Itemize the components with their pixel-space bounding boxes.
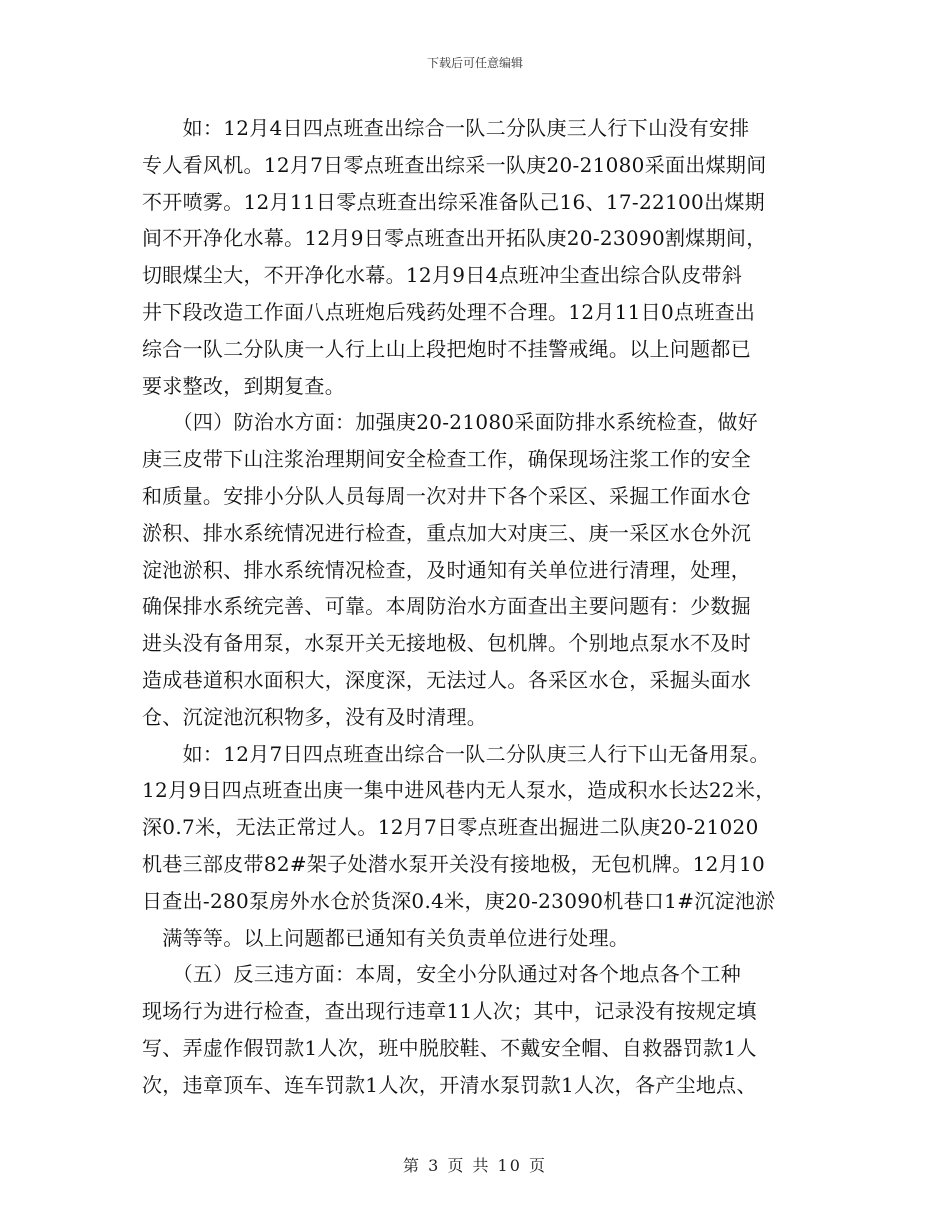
body-line: 深0.7米，无法正常过人。12月7日零点班查出掘进二队庚20-21020 bbox=[142, 815, 759, 840]
body-line: （五）反三违方面：本周，安全小分队通过对各个地点各个工种 bbox=[142, 962, 741, 987]
body-line: 井下段改造工作面八点班炮后残药处理不合理。12月11日0点班查出 bbox=[142, 299, 756, 324]
body-line: 如：12月7日四点班查出综合一队二分队庚三人行下山无备用泵。 bbox=[142, 741, 770, 766]
body-line: 切眼煤尘大，不开净化水幕。12月9日4点班冲尘查出综合队皮带斜 bbox=[142, 263, 743, 288]
body-line: （四）防治水方面：加强庚20-21080采面防排水系统检查，做好 bbox=[142, 410, 759, 435]
body-line: 仓、沉淀池沉积物多，没有及时清理。 bbox=[142, 704, 488, 729]
body-line: 要求整改，到期复查。 bbox=[142, 373, 345, 398]
body-line: 淀池淤积、排水系统情况检查，及时通知有关单位进行清理，处理， bbox=[142, 557, 751, 582]
page-number-footer: 第 3 页 共 10 页 bbox=[403, 1156, 547, 1175]
body-line: 和质量。安排小分队人员每周一次对井下各个采区、采掘工作面水仓 bbox=[142, 483, 751, 508]
body-line: 专人看风机。12月7日零点班查出综采一队庚20-21080采面出煤期间 bbox=[142, 152, 767, 177]
body-line: 淤积、排水系统情况进行检查，重点加大对庚三、庚一采区水仓外沉 bbox=[142, 520, 751, 545]
document-body bbox=[142, 110, 812, 1104]
body-line: 如：12月4日四点班查出综合一队二分队庚三人行下山没有安排 bbox=[142, 116, 750, 140]
body-line: 庚三皮带下山注浆治理期间安全检查工作，确保现场注浆工作的安全 bbox=[142, 447, 751, 472]
body-line: 写、弄虚作假罚款1人次，班中脱胶鞋、不戴安全帽、自救器罚款1人 bbox=[142, 1035, 757, 1060]
body-line: 满等等。以上问题都已通知有关负责单位进行处理。 bbox=[142, 925, 630, 950]
body-line: 机巷三部皮带82#架子处潜水泵开关没有接地极，无包机牌。12月10 bbox=[142, 851, 766, 876]
body-line: 现场行为进行检查，查出现行违章11人次；其中，记录没有按规定填 bbox=[142, 999, 757, 1024]
body-line: 进头没有备用泵，水泵开关无接地极、包机牌。个别地点泵水不及时 bbox=[142, 631, 751, 656]
body-line: 不开喷雾。12月11日零点班查出综采准备队己16、17-22100出煤期 bbox=[142, 189, 765, 214]
page-header: 下载后可任意编辑 bbox=[426, 56, 523, 70]
body-line: 确保排水系统完善、可靠。本周防治水方面查出主要问题有：少数掘 bbox=[142, 594, 751, 619]
body-line: 造成巷道积水面积大，深度深，无法过人。各采区水仓，采掘头面水 bbox=[142, 667, 751, 692]
body-line: 次，违章顶车、连车罚款1人次，开清水泵罚款1人次，各产尘地点、 bbox=[142, 1072, 757, 1097]
body-line: 日查出-280泵房外水仓於货深0.4米，庚20-23090机巷口1#沉淀池淤 bbox=[142, 888, 776, 913]
body-line: 综合一队二分队庚一人行上山上段把炮时不挂警戒绳。以上问题都已 bbox=[142, 336, 751, 361]
body-line: 间不开净化水幕。12月9日零点班查出开拓队庚20-23090割煤期间， bbox=[142, 226, 767, 251]
body-line: 12月9日四点班查出庚一集中进风巷内无人泵水，造成积水长达22米， bbox=[142, 778, 776, 803]
